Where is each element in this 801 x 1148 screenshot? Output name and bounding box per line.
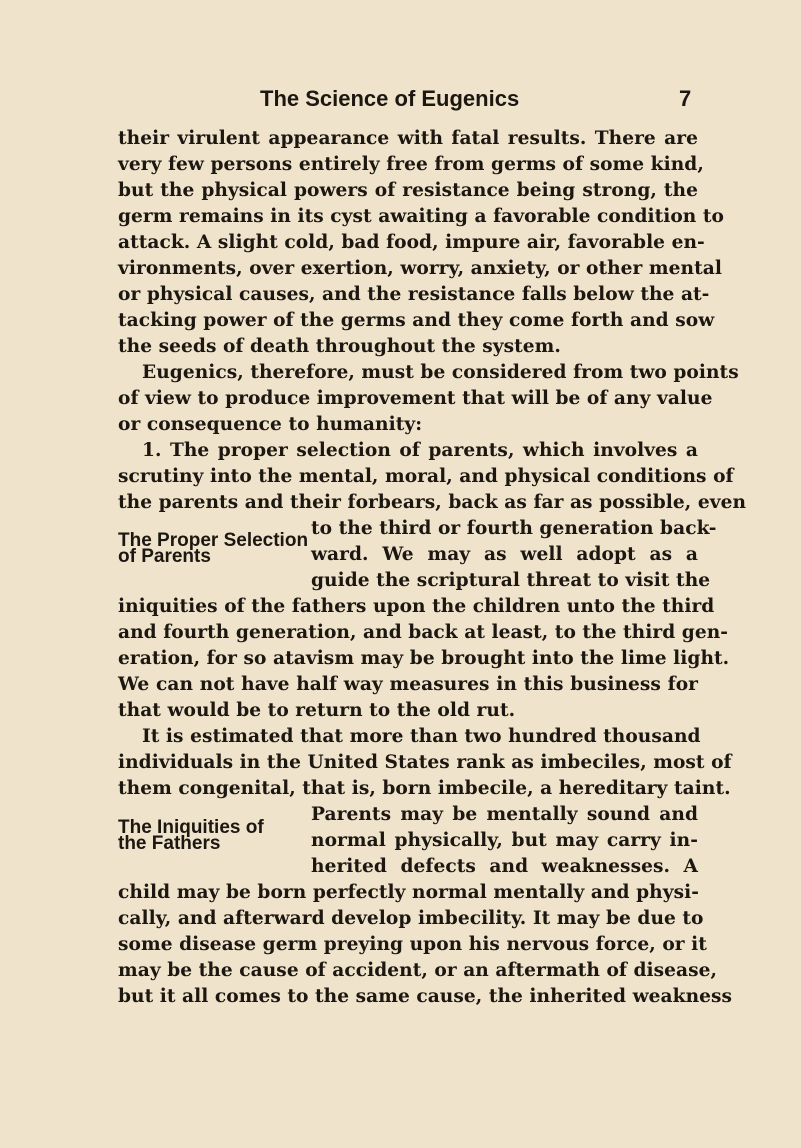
text-line: 1. The proper selection of parents, which involves a <box>142 440 698 461</box>
text-line: Parents may be mentally sound and <box>311 804 698 825</box>
sidenote-line: the Fathers <box>118 833 221 854</box>
sidenote-line: The Iniquities of <box>118 817 264 838</box>
text-line: We can not have half way measures in this business for <box>118 674 698 695</box>
sidenote-iniquities <box>118 817 264 854</box>
text-line: It is estimated that more than two hundred thousand <box>142 726 701 747</box>
running-title: The Science of Eugenics <box>260 86 520 111</box>
text-line: that would be to return to the old rut. <box>118 700 516 721</box>
text-line: but the physical powers of resistance being strong, the <box>118 180 698 201</box>
text-line: eration, for so atavism may be brought into the lime light. <box>118 648 730 669</box>
text-line: their virulent appearance with fatal results. There are <box>118 128 698 149</box>
text-line: germ remains in its cyst awaiting a favorable condition to <box>118 206 724 227</box>
sidenote-line: The Proper Selection <box>118 530 309 551</box>
text-line: or physical causes, and the resistance falls below the at- <box>118 284 710 305</box>
text-line: may be the cause of accident, or an aftermath of disease, <box>118 960 718 981</box>
text-line: vironments, over exertion, worry, anxiety, or other mental <box>118 258 722 279</box>
text-line: very few persons entirely free from germs of some kind, <box>118 154 704 175</box>
text-line: scrutiny into the mental, moral, and physical conditions of <box>118 466 734 487</box>
text-line: herited defects and weaknesses. A <box>311 856 698 877</box>
text-line: them congenital, that is, born imbecile, a hereditary taint. <box>118 778 731 799</box>
text-line: normal physically, but may carry in- <box>311 830 698 851</box>
text-line: the parents and their forbears, back as far as possible, even <box>118 492 747 513</box>
text-line: but it all comes to the same cause, the inherited weakness <box>118 986 733 1007</box>
page-number: 7 <box>679 86 692 111</box>
text-line: iniquities of the fathers upon the children unto the third <box>118 596 715 617</box>
text-line: the seeds of death throughout the system. <box>118 336 561 357</box>
text-line: ward. We may as well adopt as a <box>311 544 698 565</box>
text-line: child may be born perfectly normal mentally and physi- <box>118 882 699 903</box>
text-line: individuals in the United States rank as imbeciles, most of <box>118 752 732 773</box>
text-line: attack. A slight cold, bad food, impure air, favorable en- <box>118 232 705 253</box>
text-line: of view to produce improvement that will be of any value <box>118 388 713 409</box>
text-line: guide the scriptural threat to visit the <box>311 570 711 591</box>
text-line: tacking power of the germs and they come forth and sow <box>118 310 715 331</box>
sidenote-proper-selection <box>118 530 309 567</box>
text-line: and fourth generation, and back at least, to the third gen- <box>118 622 729 643</box>
running-header <box>0 86 801 116</box>
text-line: to the third or fourth generation back- <box>311 518 717 539</box>
text-line: Eugenics, therefore, must be considered from two points <box>142 362 739 383</box>
text-line: or consequence to humanity: <box>118 414 423 435</box>
text-line: cally, and afterward develop imbecility. It may be due to <box>118 908 704 929</box>
text-line: some disease germ preying upon his nervous force, or it <box>118 934 707 955</box>
sidenote-line: of Parents <box>118 546 211 567</box>
